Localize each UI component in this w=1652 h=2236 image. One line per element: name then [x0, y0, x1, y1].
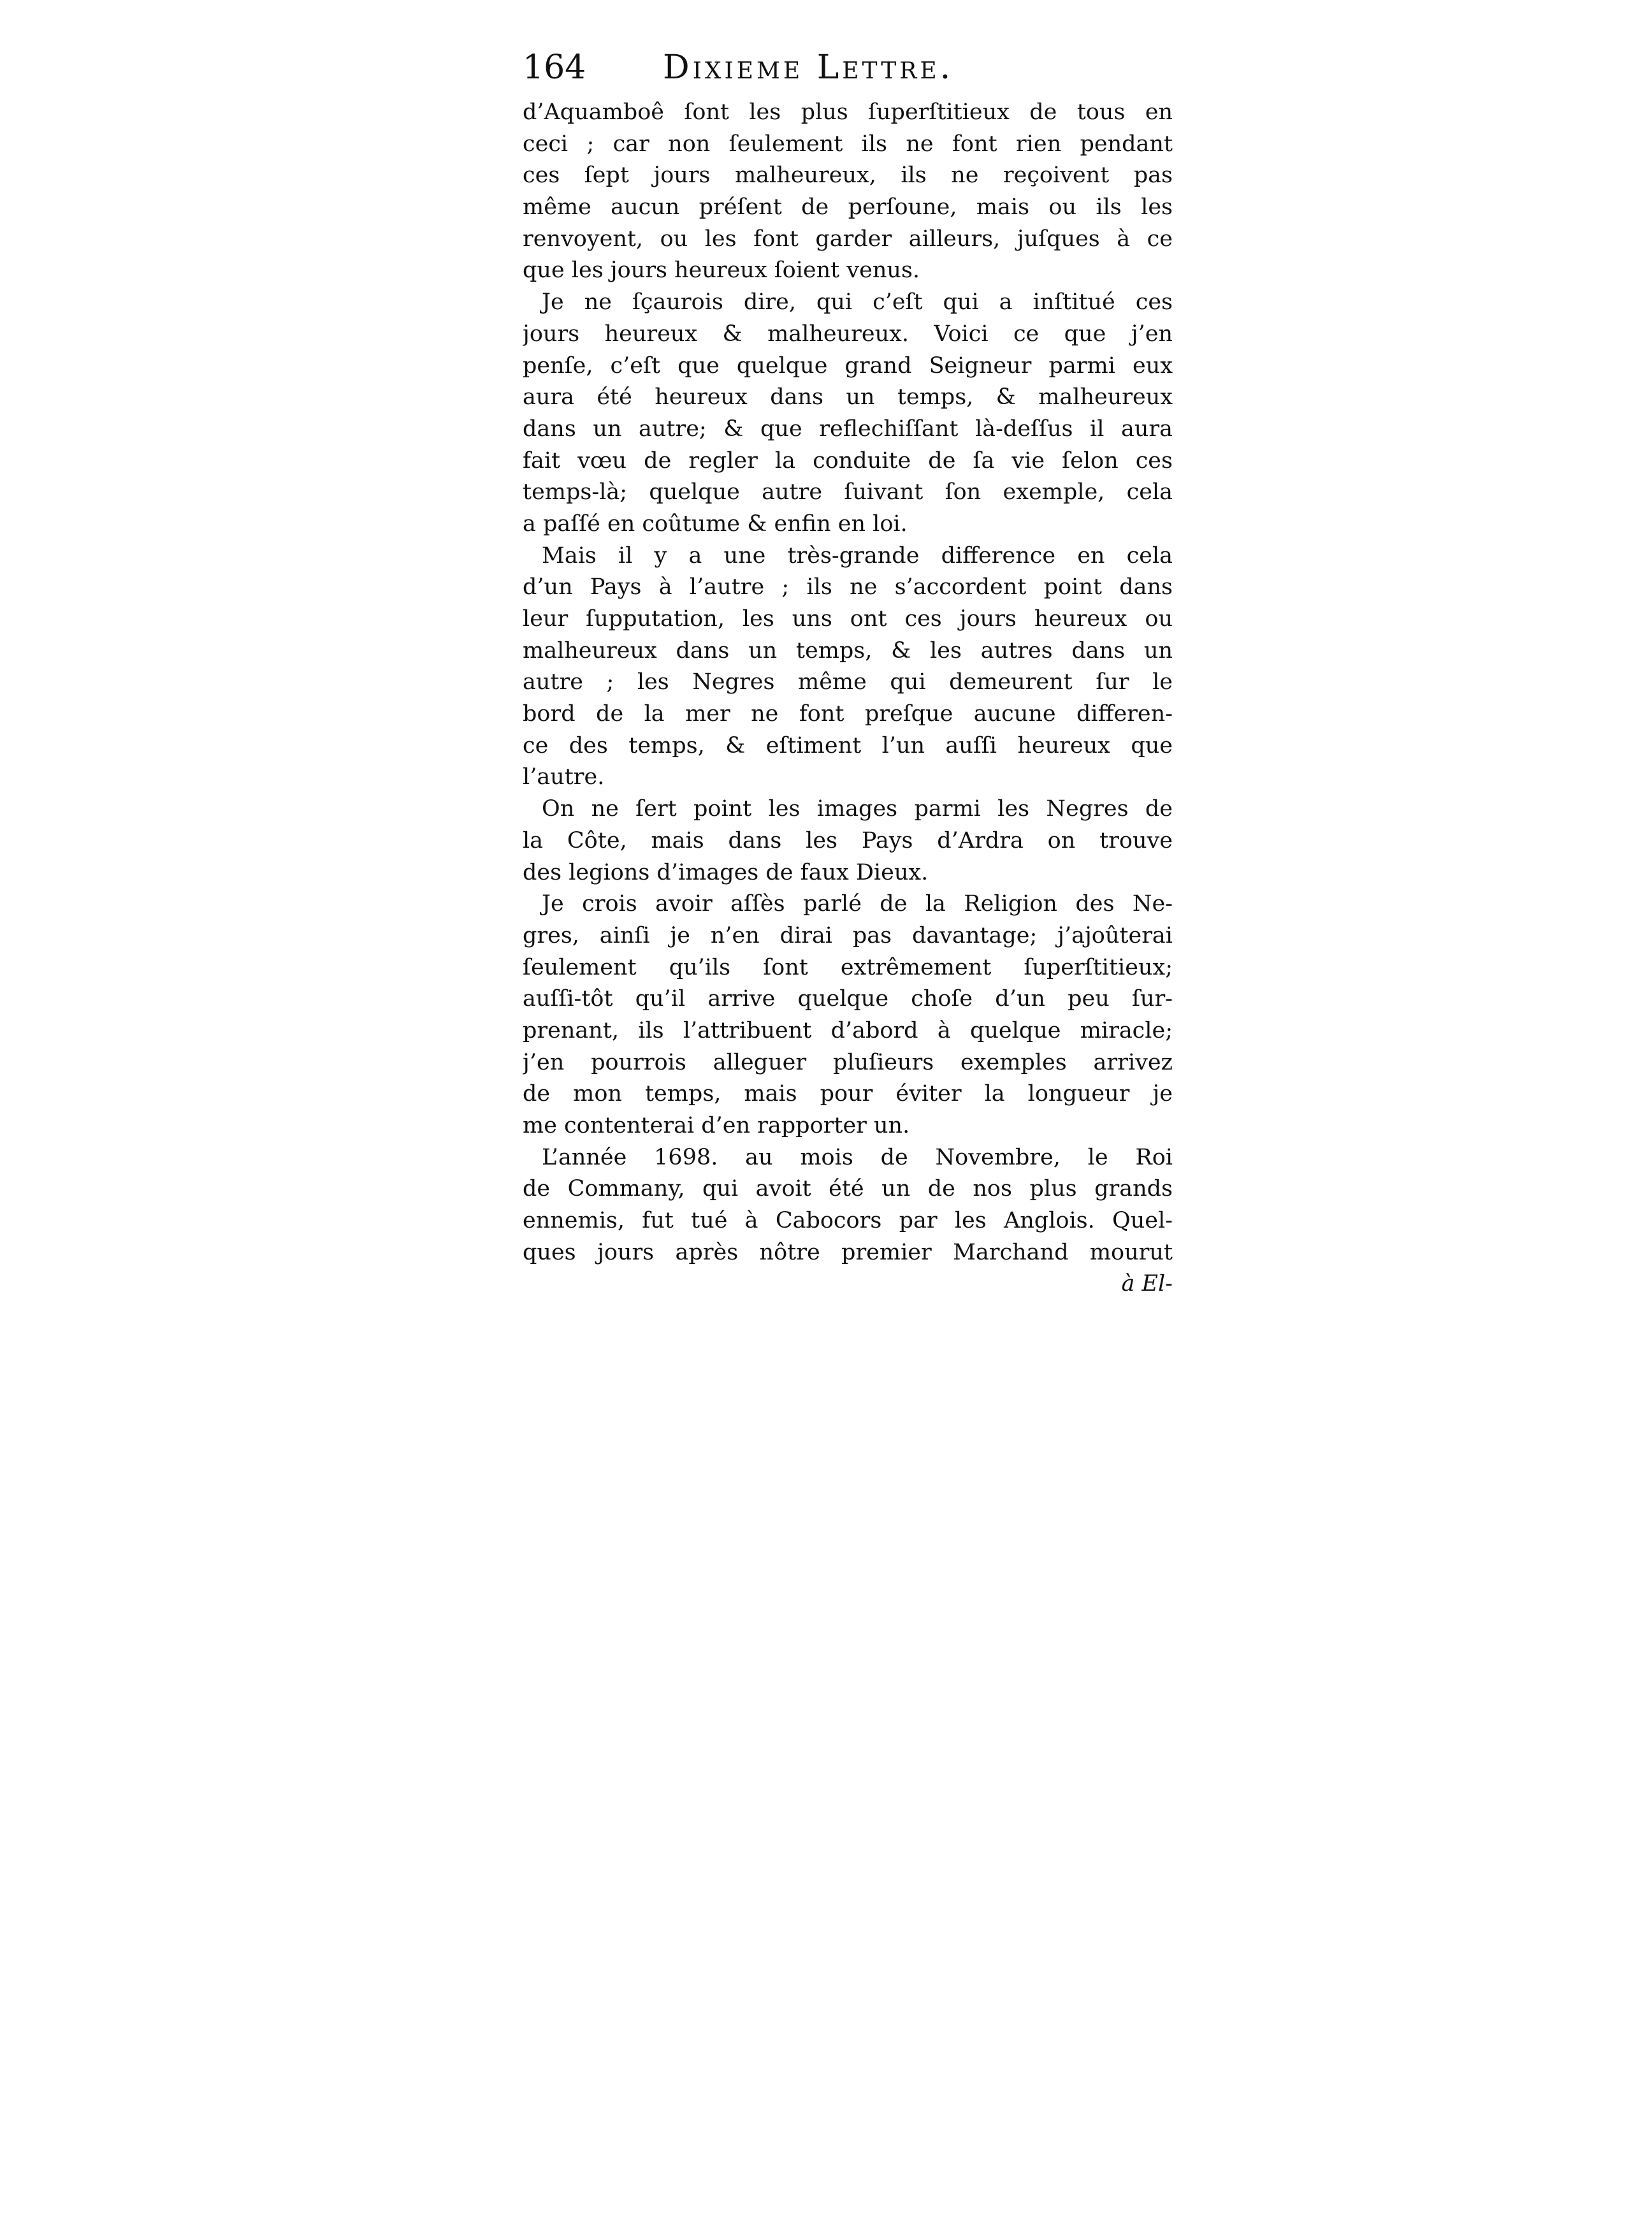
- text-line: même aucun préſent de perſoune, mais ou ils les: [523, 194, 1173, 221]
- text-line: a paſſé en coûtume & enfin en loi.: [523, 511, 908, 537]
- text-line: bord de la mer ne font preſque aucune differen-: [523, 701, 1173, 727]
- text-line: des legions d’images de faux Dieux.: [523, 859, 929, 885]
- text-line: de mon temps, mais pour éviter la longueur je: [523, 1081, 1173, 1107]
- text-line: d’un Pays à l’autre ; ils ne s’accordent point dans: [523, 574, 1173, 600]
- text-line: ces ſept jours malheureux, ils ne reçoivent pas: [523, 163, 1173, 189]
- text-line: dans un autre; & que reflechiſſant là-deſſus il aura: [523, 416, 1173, 442]
- text-line: Mais il y a une très-grande difference en cela: [542, 542, 1173, 569]
- text-line: gres, ainſi je n’en dirai pas davantage; j’ajoûterai: [523, 922, 1173, 948]
- text-line: ceci ; car non ſeulement ils ne font rien pendant: [523, 131, 1173, 157]
- running-head-title: Dixieme Lettre.: [663, 48, 954, 87]
- paragraph: [523, 889, 1173, 1142]
- text-line: autre ; les Negres même qui demeurent ſur le: [523, 669, 1173, 695]
- text-line: penſe, c’eſt que quelque grand Seigneur parmi eux: [523, 352, 1173, 379]
- paragraph: [523, 1142, 1173, 1269]
- text-line: renvoyent, ou les font garder ailleurs, juſques à ce: [523, 226, 1173, 252]
- text-line: j’en pourrois alleguer pluſieurs exemples arrivez: [523, 1049, 1173, 1075]
- text-line: fait vœu de regler la conduite de ſa vie ſelon ces: [523, 447, 1173, 474]
- text-line: que les jours heureux ſoient venus.: [523, 258, 920, 284]
- text-line: malheureux dans un temps, & les autres dans un: [523, 637, 1173, 664]
- page-number: 164: [523, 48, 586, 87]
- text-column: [523, 38, 1173, 1300]
- text-line: me contenterai d’en rapporter un.: [523, 1113, 910, 1138]
- text-line: ennemis, fut tué à Cabocors par les Anglois. Quel-: [523, 1208, 1173, 1234]
- paragraph: [523, 287, 1173, 541]
- text-line: ce des temps, & eſtiment l’un auſſi heureux que: [523, 732, 1173, 759]
- paragraph: [523, 541, 1173, 794]
- text-line: ſeulement qu’ils ſont extrêmement ſuperſtitieux;: [523, 954, 1173, 980]
- text-line: Je ne ſçaurois dire, qui c’eſt qui a inſtitué ces: [542, 289, 1173, 316]
- catchword: à El-: [1121, 1271, 1173, 1297]
- text-line: aura été heureux dans un temps, & malheureux: [523, 384, 1173, 410]
- text-line: d’Aquamboê ſont les plus ſuperſtitieux de tous en: [523, 99, 1173, 125]
- text-line: leur ſupputation, les uns ont ces jours heureux ou: [523, 606, 1173, 632]
- text-line: prenant, ils l’attribuent d’abord à quelque miracle;: [523, 1017, 1173, 1043]
- text-line: auſſi-tôt qu’il arrive quelque choſe d’un peu ſur-: [523, 986, 1173, 1012]
- text-line: On ne ſert point les images parmi les Negres de: [542, 796, 1173, 822]
- running-head: [523, 38, 1173, 97]
- text-line: L’année 1698. au mois de Novembre, le Roi: [542, 1144, 1173, 1170]
- text-line: Je crois avoir aſſès parlé de la Religion des Ne-: [542, 891, 1173, 917]
- text-line: la Côte, mais dans les Pays d’Ardra on trouve: [523, 827, 1173, 853]
- paragraph: [523, 97, 1173, 287]
- text-line: temps-là; quelque autre ſuivant ſon exemple, cela: [523, 479, 1173, 505]
- text-line: ques jours après nôtre premier Marchand mourut: [523, 1239, 1173, 1265]
- text-line: jours heureux & malheureux. Voici ce que j’en: [523, 321, 1173, 347]
- text-line: l’autre.: [523, 764, 605, 790]
- text-line: de Commany, qui avoit été un de nos plus grands: [523, 1176, 1173, 1202]
- paragraph: [523, 794, 1173, 889]
